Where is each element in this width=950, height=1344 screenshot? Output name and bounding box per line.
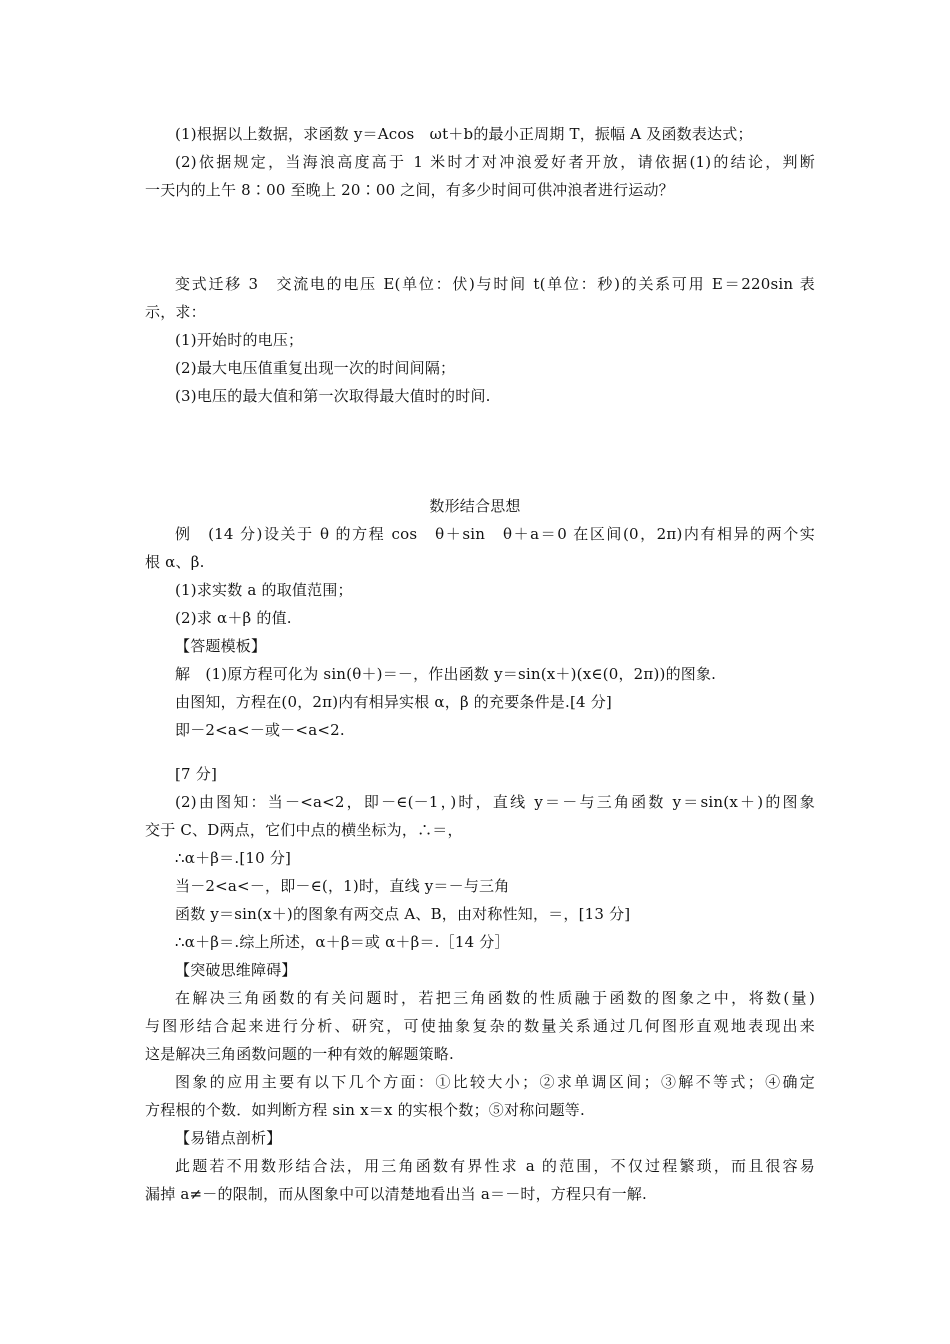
error-analysis-line-1: 此题若不用数形结合法，用三角函数有界性求 a 的范围，不仅过程繁琐，而且很容易 [175, 1157, 815, 1175]
solution-line-2: 由图知，方程在(0，2π)内有相异实根 α，β 的充要条件是.[4 分] [175, 693, 612, 711]
example-question-1: (1)求实数 a 的取值范围； [175, 581, 353, 599]
section-title: 数形结合思想 [429, 497, 521, 515]
solution-line-6: ∴α＋β＝.[10 分] [175, 849, 292, 867]
solution-line-3: 即－2<a<－或－<a<2. [175, 721, 345, 739]
s2-intro-line-1: 变式迁移 3 交流电的电压 E(单位：伏)与时间 t(单位：秒)的关系可用 E＝220sin 表 [175, 275, 815, 293]
solution-line-8: 函数 y＝sin(x＋)的图象有两交点 A、B，由对称性知，＝，[13 分] [175, 905, 631, 923]
s1-question-2-line-2: 一天内的上午 8∶00 至晚上 20∶00 之间，有多少时间可供冲浪者进行运动？ [145, 181, 674, 199]
s2-question-1: (1)开始时的电压； [175, 331, 304, 349]
breakthrough-para-2-line-1: 图象的应用主要有以下几个方面：①比较大小；②求单调区间；③解不等式；④确定 [175, 1073, 815, 1091]
breakthrough-para-1-line-2: 与图形结合起来进行分析、研究，可使抽象复杂的数量关系通过几何图形直观地表现出来 [145, 1017, 815, 1035]
solution-line-1: 解 (1)原方程可化为 sin(θ＋)＝－，作出函数 y＝sin(x＋)(x∈(0，2π))的图象. [175, 665, 717, 683]
solution-line-5a: (2)由图知：当－<a<2，即－∈(－1，)时，直线 y＝－与三角函数 y＝sin(x＋)的图象 [175, 793, 815, 811]
error-analysis-line-2: 漏掉 a≠－的限制，而从图象中可以清楚地看出当 a＝－时，方程只有一解. [145, 1185, 647, 1203]
error-analysis-header: 【易错点剖析】 [175, 1129, 282, 1147]
solution-line-5b: 交于 C、D两点，它们中点的横坐标为，∴＝， [145, 821, 463, 839]
s1-question-1: (1)根据以上数据，求函数 y＝Acos ωt＋b的最小正周期 T，振幅 A 及函数表达式； [175, 125, 753, 143]
s1-question-2-line-1: (2)依据规定，当海浪高度高于 1 米时才对冲浪爱好者开放，请依据(1)的结论，判断 [175, 153, 815, 171]
example-question-2: (2)求 α＋β 的值. [175, 609, 292, 627]
solution-line-9: ∴α＋β＝.综上所述，α＋β＝或 α＋β＝.［14 分］ [175, 933, 510, 951]
breakthrough-para-1-line-3: 这是解决三角函数问题的一种有效的解题策略. [145, 1045, 454, 1063]
s2-intro-line-2: 示，求： [145, 303, 206, 321]
solution-line-7: 当－2<a<－，即－∈(，1)时，直线 y＝－与三角 [175, 877, 510, 895]
example-line-2: 根 α、β. [145, 553, 205, 571]
s2-question-2: (2)最大电压值重复出现一次的时间间隔； [175, 359, 456, 377]
answer-template-header: 【答题模板】 [175, 637, 267, 655]
breakthrough-para-1-line-1: 在解决三角函数的有关问题时，若把三角函数的性质融于函数的图象之中，将数(量) [175, 989, 815, 1007]
s2-question-3: (3)电压的最大值和第一次取得最大值时的时间. [175, 387, 491, 405]
example-line-1: 例 (14 分)设关于 θ 的方程 cos θ＋sin θ＋a＝0 在区间(0，2π)内有相异的两个实 [175, 525, 815, 543]
breakthrough-header: 【突破思维障碍】 [175, 961, 297, 979]
solution-line-4: [7 分] [175, 765, 218, 783]
breakthrough-para-2-line-2: 方程根的个数．如判断方程 sin x＝x 的实根个数；⑤对称问题等. [145, 1101, 585, 1119]
